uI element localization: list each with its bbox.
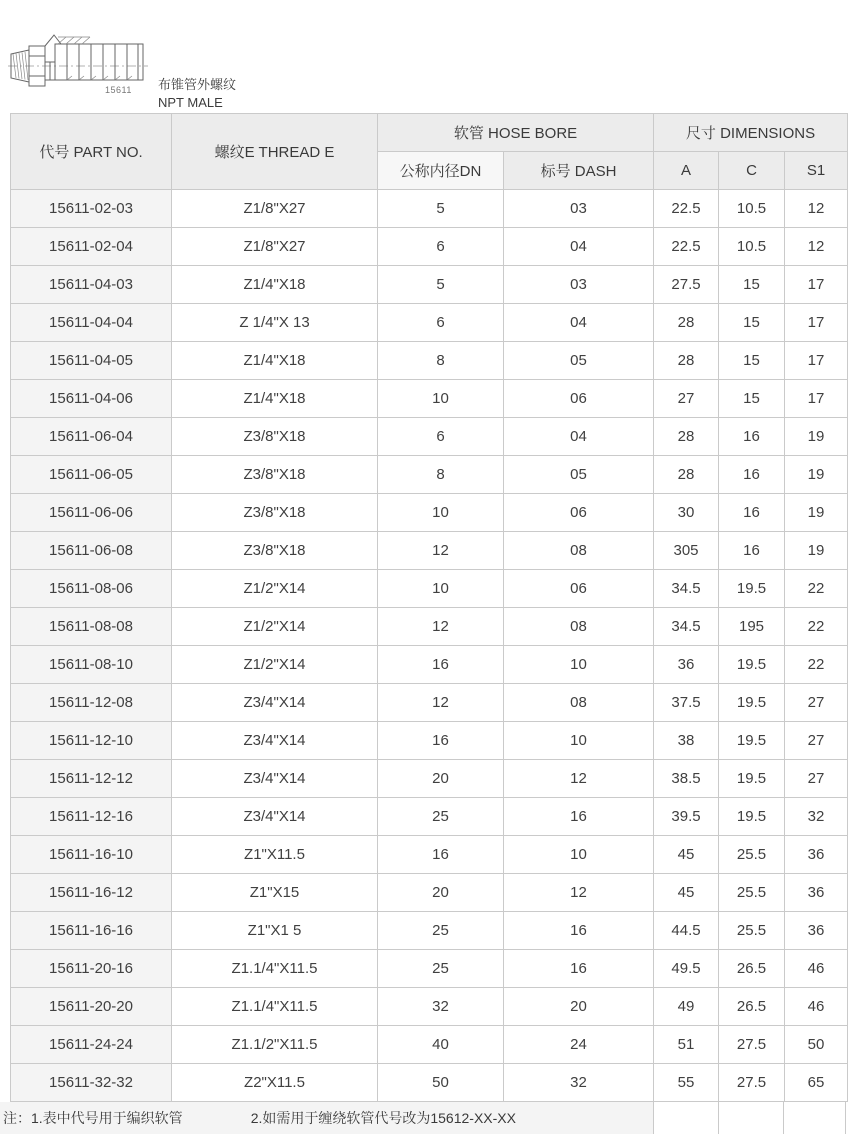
cell-dash: 16 (504, 950, 654, 988)
cell-s1: 36 (785, 912, 848, 950)
cell-c: 25.5 (719, 912, 785, 950)
spec-table-wrap (10, 113, 848, 1102)
col-header-c: C (719, 152, 785, 190)
cell-s1: 27 (785, 722, 848, 760)
footer-note-left: 注：1.表中代号用于编织软管 (3, 1110, 183, 1126)
cell-dn: 16 (378, 722, 504, 760)
table-row (11, 684, 848, 722)
cell-s1: 46 (785, 950, 848, 988)
cell-dn: 10 (378, 380, 504, 418)
cell-dash: 16 (504, 912, 654, 950)
cell-thread_e: Z1/2"X14 (172, 570, 378, 608)
cell-part_no: 15611-12-08 (11, 684, 172, 722)
cell-thread_e: Z1"X1 5 (172, 912, 378, 950)
cell-s1: 22 (785, 570, 848, 608)
cell-a: 36 (654, 646, 719, 684)
cell-thread_e: Z1/4"X18 (172, 380, 378, 418)
table-row (11, 228, 848, 266)
cell-dn: 12 (378, 684, 504, 722)
cell-thread_e: Z3/4"X14 (172, 798, 378, 836)
cell-dn: 32 (378, 988, 504, 1026)
cell-dn: 20 (378, 874, 504, 912)
footer-empty-cell-c (718, 1102, 783, 1134)
cell-part_no: 15611-04-03 (11, 266, 172, 304)
cell-part_no: 15611-08-06 (11, 570, 172, 608)
cell-dn: 16 (378, 836, 504, 874)
cell-dn: 12 (378, 532, 504, 570)
cell-dash: 08 (504, 608, 654, 646)
cell-part_no: 15611-02-04 (11, 228, 172, 266)
cell-dn: 16 (378, 646, 504, 684)
col-header-dash: 标号 DASH (504, 152, 654, 190)
footer-empty-cell-s1 (783, 1102, 846, 1134)
cell-a: 34.5 (654, 570, 719, 608)
cell-dn: 20 (378, 760, 504, 798)
cell-part_no: 15611-02-03 (11, 190, 172, 228)
cell-dash: 10 (504, 722, 654, 760)
cell-dn: 25 (378, 950, 504, 988)
cell-thread_e: Z1/4"X18 (172, 342, 378, 380)
cell-dn: 40 (378, 1026, 504, 1064)
col-header-dn: 公称内径DN (378, 152, 504, 190)
spec-table-header (11, 114, 848, 190)
cell-dn: 8 (378, 456, 504, 494)
cell-dash: 05 (504, 456, 654, 494)
cell-c: 19.5 (719, 760, 785, 798)
figure-block (8, 32, 488, 112)
cell-part_no: 15611-20-20 (11, 988, 172, 1026)
table-row (11, 532, 848, 570)
cell-dash: 10 (504, 646, 654, 684)
table-row (11, 570, 848, 608)
spec-table-body (11, 190, 848, 1102)
cell-thread_e: Z3/4"X14 (172, 760, 378, 798)
cell-dn: 5 (378, 266, 504, 304)
cell-a: 305 (654, 532, 719, 570)
cell-c: 195 (719, 608, 785, 646)
cell-dn: 50 (378, 1064, 504, 1102)
cell-dn: 12 (378, 608, 504, 646)
cell-c: 10.5 (719, 228, 785, 266)
cell-part_no: 15611-04-04 (11, 304, 172, 342)
table-row (11, 304, 848, 342)
cell-s1: 12 (785, 228, 848, 266)
cell-thread_e: Z1"X11.5 (172, 836, 378, 874)
table-row (11, 494, 848, 532)
cell-thread_e: Z1/4"X18 (172, 266, 378, 304)
cell-dash: 16 (504, 798, 654, 836)
cell-dn: 6 (378, 418, 504, 456)
cell-thread_e: Z3/8"X18 (172, 456, 378, 494)
cell-s1: 27 (785, 684, 848, 722)
cell-part_no: 15611-04-05 (11, 342, 172, 380)
figure-title-english: NPT MALE (158, 95, 223, 110)
figure-titles (158, 76, 236, 112)
cell-s1: 50 (785, 1026, 848, 1064)
cell-thread_e: Z1/2"X14 (172, 608, 378, 646)
cell-thread_e: Z3/8"X18 (172, 418, 378, 456)
cell-a: 38.5 (654, 760, 719, 798)
cell-dn: 10 (378, 570, 504, 608)
cell-c: 16 (719, 532, 785, 570)
col-group-dimensions: 尺寸 DIMENSIONS (654, 114, 848, 152)
cell-dn: 25 (378, 912, 504, 950)
cell-c: 15 (719, 342, 785, 380)
cell-dn: 6 (378, 228, 504, 266)
cell-part_no: 15611-12-12 (11, 760, 172, 798)
cell-s1: 19 (785, 532, 848, 570)
cell-c: 15 (719, 304, 785, 342)
table-row (11, 456, 848, 494)
cell-a: 28 (654, 342, 719, 380)
cell-part_no: 15611-24-24 (11, 1026, 172, 1064)
cell-dash: 06 (504, 570, 654, 608)
cell-c: 27.5 (719, 1026, 785, 1064)
cell-c: 25.5 (719, 836, 785, 874)
cell-thread_e: Z3/4"X14 (172, 722, 378, 760)
cell-dash: 08 (504, 532, 654, 570)
cell-c: 26.5 (719, 988, 785, 1026)
spec-table (10, 113, 848, 1102)
cell-part_no: 15611-32-32 (11, 1064, 172, 1102)
cell-thread_e: Z1.1/4"X11.5 (172, 950, 378, 988)
cell-dn: 8 (378, 342, 504, 380)
table-row (11, 1064, 848, 1102)
cell-s1: 19 (785, 418, 848, 456)
cell-thread_e: Z1.1/2"X11.5 (172, 1026, 378, 1064)
table-row (11, 760, 848, 798)
cell-c: 19.5 (719, 684, 785, 722)
cell-c: 19.5 (719, 646, 785, 684)
cell-a: 28 (654, 456, 719, 494)
cell-part_no: 15611-16-10 (11, 836, 172, 874)
cell-dash: 05 (504, 342, 654, 380)
cell-dash: 08 (504, 684, 654, 722)
cell-c: 16 (719, 456, 785, 494)
cell-s1: 32 (785, 798, 848, 836)
cell-dash: 10 (504, 836, 654, 874)
table-row (11, 266, 848, 304)
cell-part_no: 15611-12-10 (11, 722, 172, 760)
cell-c: 26.5 (719, 950, 785, 988)
table-row (11, 646, 848, 684)
cell-a: 37.5 (654, 684, 719, 722)
footer-row (0, 1102, 856, 1134)
col-header-s1: S1 (785, 152, 848, 190)
cell-dash: 06 (504, 380, 654, 418)
cell-s1: 17 (785, 380, 848, 418)
cell-s1: 46 (785, 988, 848, 1026)
footer-empty-cell-a (653, 1102, 718, 1134)
col-header-part-no: 代号 PART NO. (11, 114, 172, 190)
cell-thread_e: Z3/8"X18 (172, 532, 378, 570)
footer-note (0, 1102, 653, 1134)
cell-s1: 36 (785, 874, 848, 912)
cell-c: 15 (719, 380, 785, 418)
cell-dash: 12 (504, 760, 654, 798)
cell-c: 19.5 (719, 798, 785, 836)
cell-dash: 03 (504, 266, 654, 304)
figure-title-chinese: 布锥管外螺纹 (158, 77, 237, 92)
cell-a: 22.5 (654, 190, 719, 228)
cell-a: 39.5 (654, 798, 719, 836)
cell-a: 51 (654, 1026, 719, 1064)
cell-a: 27 (654, 380, 719, 418)
cell-s1: 19 (785, 494, 848, 532)
cell-dash: 04 (504, 418, 654, 456)
cell-dash: 06 (504, 494, 654, 532)
cell-part_no: 15611-08-08 (11, 608, 172, 646)
cell-c: 25.5 (719, 874, 785, 912)
cell-part_no: 15611-06-04 (11, 418, 172, 456)
cell-thread_e: Z 1/4"X 13 (172, 304, 378, 342)
cell-dn: 25 (378, 798, 504, 836)
cell-a: 45 (654, 836, 719, 874)
cell-dash: 03 (504, 190, 654, 228)
cell-part_no: 15611-06-05 (11, 456, 172, 494)
cell-a: 28 (654, 304, 719, 342)
cell-s1: 17 (785, 304, 848, 342)
cell-dash: 04 (504, 304, 654, 342)
cell-part_no: 15611-08-10 (11, 646, 172, 684)
col-group-hose-bore: 软管 HOSE BORE (378, 114, 654, 152)
cell-thread_e: Z1/8"X27 (172, 228, 378, 266)
cell-dn: 10 (378, 494, 504, 532)
header-row-1 (11, 114, 848, 152)
cell-thread_e: Z3/8"X18 (172, 494, 378, 532)
cell-s1: 22 (785, 608, 848, 646)
cell-s1: 17 (785, 266, 848, 304)
table-row (11, 380, 848, 418)
table-row (11, 950, 848, 988)
cell-a: 38 (654, 722, 719, 760)
cell-thread_e: Z3/4"X14 (172, 684, 378, 722)
cell-thread_e: Z1.1/4"X11.5 (172, 988, 378, 1026)
cell-a: 49.5 (654, 950, 719, 988)
table-row (11, 1026, 848, 1064)
cell-dash: 20 (504, 988, 654, 1026)
cell-dash: 32 (504, 1064, 654, 1102)
cell-thread_e: Z1"X15 (172, 874, 378, 912)
cell-s1: 27 (785, 760, 848, 798)
cell-s1: 19 (785, 456, 848, 494)
cell-c: 16 (719, 418, 785, 456)
cell-part_no: 15611-16-12 (11, 874, 172, 912)
cell-c: 27.5 (719, 1064, 785, 1102)
cell-thread_e: Z1/2"X14 (172, 646, 378, 684)
cell-s1: 17 (785, 342, 848, 380)
table-row (11, 912, 848, 950)
cell-s1: 12 (785, 190, 848, 228)
cell-s1: 22 (785, 646, 848, 684)
table-row (11, 418, 848, 456)
col-header-a: A (654, 152, 719, 190)
cell-dn: 5 (378, 190, 504, 228)
cell-thread_e: Z2"X11.5 (172, 1064, 378, 1102)
cell-a: 55 (654, 1064, 719, 1102)
cell-a: 30 (654, 494, 719, 532)
cell-dash: 24 (504, 1026, 654, 1064)
cell-a: 45 (654, 874, 719, 912)
cell-a: 27.5 (654, 266, 719, 304)
cell-dn: 6 (378, 304, 504, 342)
cell-c: 15 (719, 266, 785, 304)
cell-a: 28 (654, 418, 719, 456)
drawing-part-number-label: 15611 (105, 85, 132, 95)
cell-a: 49 (654, 988, 719, 1026)
col-header-thread-e: 螺纹E THREAD E (172, 114, 378, 190)
cell-c: 19.5 (719, 570, 785, 608)
table-row (11, 342, 848, 380)
cell-s1: 36 (785, 836, 848, 874)
cell-s1: 65 (785, 1064, 848, 1102)
table-row (11, 722, 848, 760)
cell-dash: 04 (504, 228, 654, 266)
cell-thread_e: Z1/8"X27 (172, 190, 378, 228)
cell-c: 10.5 (719, 190, 785, 228)
footer-note-right: 2.如需用于缠绕软管代号改为15612-XX-XX (250, 1110, 516, 1126)
cell-part_no: 15611-20-16 (11, 950, 172, 988)
table-row (11, 190, 848, 228)
table-row (11, 608, 848, 646)
table-row (11, 874, 848, 912)
cell-a: 44.5 (654, 912, 719, 950)
table-row (11, 988, 848, 1026)
table-row (11, 798, 848, 836)
cell-a: 22.5 (654, 228, 719, 266)
table-row (11, 836, 848, 874)
cell-part_no: 15611-12-16 (11, 798, 172, 836)
cell-c: 16 (719, 494, 785, 532)
cell-part_no: 15611-06-08 (11, 532, 172, 570)
cell-part_no: 15611-06-06 (11, 494, 172, 532)
cell-part_no: 15611-04-06 (11, 380, 172, 418)
cell-c: 19.5 (719, 722, 785, 760)
cell-a: 34.5 (654, 608, 719, 646)
cell-part_no: 15611-16-16 (11, 912, 172, 950)
cell-dash: 12 (504, 874, 654, 912)
